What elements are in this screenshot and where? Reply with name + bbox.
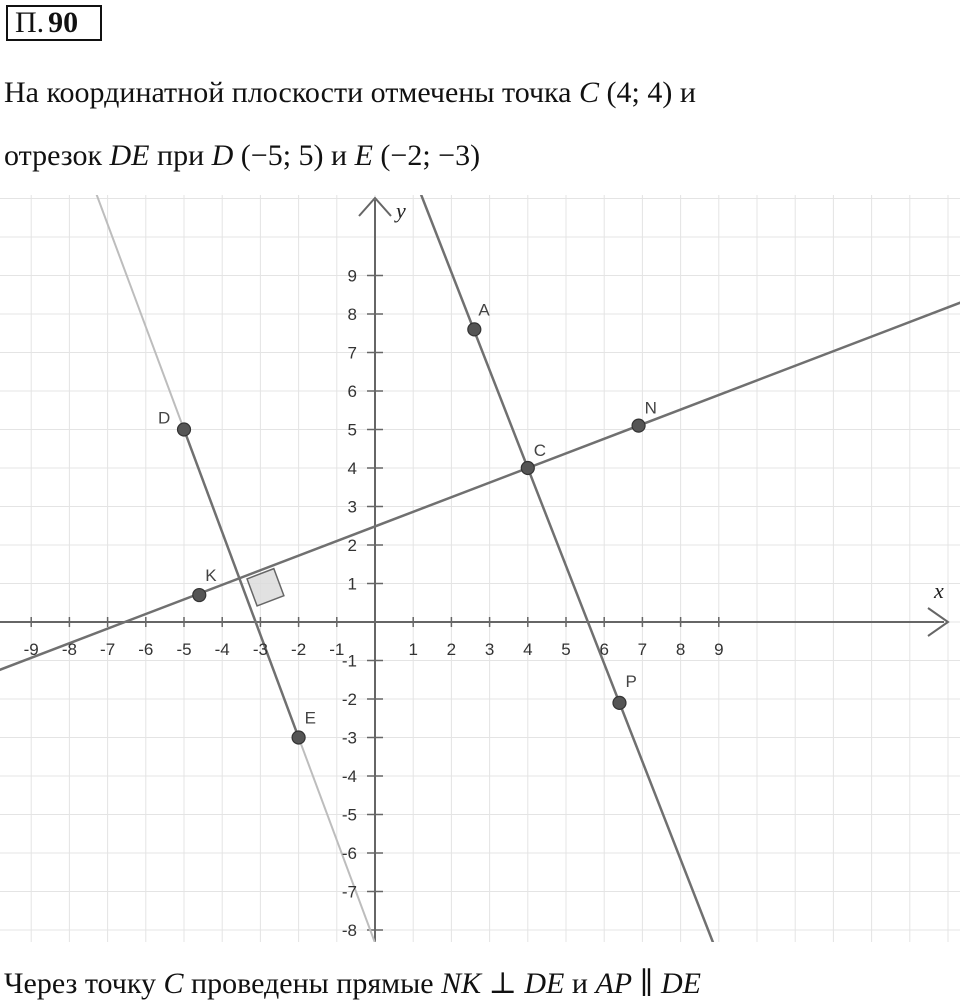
y-tick-label: 4 bbox=[347, 459, 357, 478]
x-tick-label: -3 bbox=[252, 640, 268, 659]
text-run: DE bbox=[109, 139, 150, 172]
text-run: (−2; −3) bbox=[372, 139, 481, 172]
x-tick-label: -9 bbox=[23, 640, 39, 659]
x-tick-label: -4 bbox=[214, 640, 230, 659]
point-label-n: N bbox=[644, 398, 657, 418]
point-label-k: K bbox=[205, 566, 217, 586]
text-run: C bbox=[163, 967, 184, 1000]
text-run: На координатной плоскости отмечены точка bbox=[4, 76, 579, 109]
point-a bbox=[468, 323, 481, 336]
text-run: отрезок bbox=[4, 139, 110, 172]
point-label-c: C bbox=[533, 441, 547, 460]
text-run: (4; 4) и bbox=[599, 76, 696, 109]
text-run: AP bbox=[595, 967, 633, 1000]
x-tick-label: -8 bbox=[61, 640, 77, 659]
x-tick-label: 8 bbox=[675, 640, 686, 659]
point-e bbox=[292, 731, 305, 744]
text-run: ∥ bbox=[632, 967, 661, 1000]
y-tick-label: 3 bbox=[347, 497, 357, 517]
x-tick-label: 6 bbox=[599, 640, 609, 659]
point-p bbox=[613, 696, 626, 709]
x-tick-label: 4 bbox=[523, 640, 533, 659]
conclusion-line bbox=[4, 969, 701, 999]
y-tick-label: -1 bbox=[341, 651, 357, 671]
x-tick-label: -6 bbox=[138, 640, 154, 659]
y-tick-label: 1 bbox=[347, 574, 357, 594]
y-tick-label: 5 bbox=[347, 420, 357, 440]
x-tick-label: 2 bbox=[446, 640, 457, 659]
x-tick-label: -1 bbox=[329, 640, 345, 659]
point-label-e: E bbox=[304, 708, 316, 728]
y-tick-label: -3 bbox=[341, 728, 357, 748]
point-d bbox=[178, 423, 191, 436]
text-run: Через точку bbox=[4, 967, 164, 1000]
text-run: DE bbox=[660, 967, 701, 1000]
problem-prefix: П. bbox=[15, 6, 45, 39]
y-tick-label: 7 bbox=[347, 343, 357, 363]
y-tick-label: -7 bbox=[341, 882, 357, 902]
y-tick-label: 2 bbox=[347, 536, 357, 555]
y-tick-label: 8 bbox=[347, 305, 357, 324]
text-run: NK bbox=[441, 967, 482, 1000]
text-run: при bbox=[149, 139, 212, 172]
y-tick-label: -5 bbox=[341, 805, 357, 825]
x-tick-label: -7 bbox=[100, 640, 116, 659]
x-tick-label: 3 bbox=[484, 640, 495, 659]
y-axis-label: y bbox=[396, 198, 406, 223]
x-tick-label: 5 bbox=[561, 640, 571, 659]
x-tick-label: -5 bbox=[176, 640, 192, 659]
y-tick-label: 9 bbox=[347, 266, 357, 286]
text-run: (−5; 5) и bbox=[233, 139, 355, 172]
text-run: DE bbox=[524, 967, 565, 1000]
x-tick-label: 9 bbox=[714, 640, 724, 659]
x-axis-label: x bbox=[934, 578, 944, 603]
point-c bbox=[521, 462, 534, 475]
problem-number: 90 bbox=[48, 6, 79, 39]
text-run: и bbox=[564, 967, 596, 1000]
y-tick-label: 6 bbox=[347, 382, 357, 401]
text-run: ⊥ bbox=[481, 967, 525, 1000]
y-tick-label: -8 bbox=[341, 921, 357, 940]
y-tick-label: -4 bbox=[341, 767, 357, 786]
point-k bbox=[193, 589, 206, 602]
point-n bbox=[632, 419, 645, 432]
text-run: E bbox=[354, 139, 373, 172]
text-run: C bbox=[578, 76, 599, 109]
point-label-d: D bbox=[158, 408, 171, 428]
x-tick-label: 7 bbox=[637, 640, 648, 659]
text-run: D bbox=[211, 139, 234, 172]
y-tick-label: -2 bbox=[341, 690, 357, 709]
point-label-p: P bbox=[625, 671, 637, 691]
x-tick-label: 1 bbox=[408, 640, 418, 659]
x-tick-label: -2 bbox=[291, 640, 307, 659]
text-run: проведены прямые bbox=[183, 967, 442, 1000]
point-label-a: A bbox=[478, 300, 490, 320]
y-tick-label: -6 bbox=[341, 844, 357, 863]
